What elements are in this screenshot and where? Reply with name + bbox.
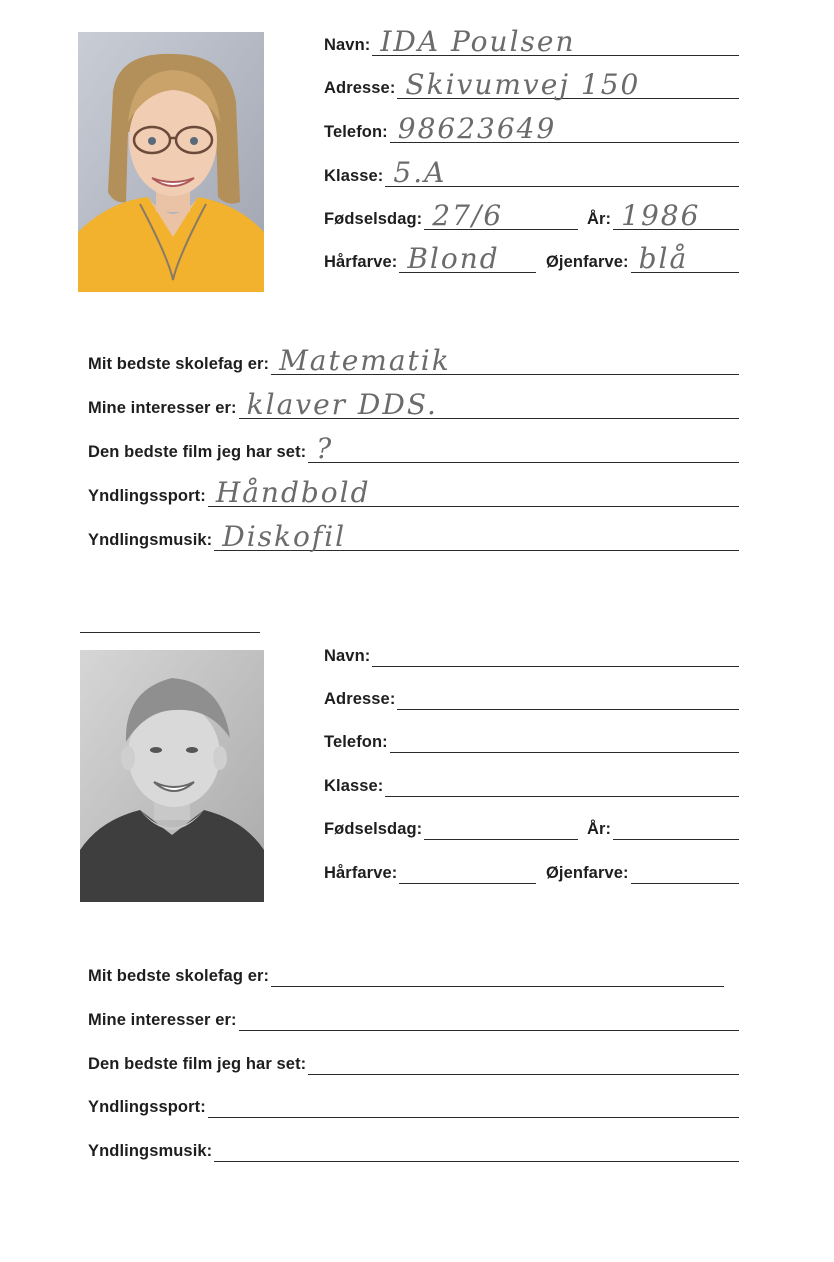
card2-address-row (324, 680, 739, 710)
music-label: Yndlingsmusik: (88, 1142, 213, 1160)
card1-phone-row (324, 113, 739, 143)
sport-field[interactable] (208, 1087, 739, 1118)
address-field[interactable] (397, 68, 739, 99)
subject-field[interactable] (271, 344, 739, 375)
birthday-label: Fødselsdag: (324, 820, 423, 838)
card2-interests-row (88, 1001, 739, 1031)
class-field[interactable] (385, 156, 739, 187)
interests-label: Mine interesser er: (88, 399, 237, 417)
name-label: Navn: (324, 647, 371, 665)
card2-hair-row (324, 854, 536, 884)
card1-year-row (587, 200, 739, 230)
interests-field[interactable] (239, 388, 739, 419)
address-label: Adresse: (324, 79, 396, 97)
card2-phone-row (324, 723, 739, 753)
interests-field[interactable] (239, 1000, 739, 1031)
phone-field[interactable] (390, 112, 739, 143)
eyes-label: Øjenfarve: (546, 864, 629, 882)
sport-label: Yndlingssport: (88, 487, 206, 505)
card1-film-row (88, 433, 739, 463)
year-label: År: (587, 210, 612, 228)
card2-subject-row (88, 957, 724, 987)
birthday-value: 27/6 (432, 199, 504, 232)
class-label: Klasse: (324, 777, 384, 795)
hair-field[interactable] (399, 242, 536, 273)
eyes-field[interactable] (631, 853, 739, 884)
card1-sport-row (88, 477, 739, 507)
interests-label: Mine interesser er: (88, 1011, 237, 1029)
card1-address-row (324, 69, 739, 99)
hair-label: Hårfarve: (324, 253, 398, 271)
card1-class-row (324, 157, 739, 187)
card2-eyes-row (546, 854, 739, 884)
film-field[interactable] (308, 1044, 739, 1075)
eyes-value: blå (638, 242, 689, 275)
film-label: Den bedste film jeg har set: (88, 443, 307, 461)
subject-label: Mit bedste skolefag er: (88, 967, 270, 985)
portrait-girl-image (78, 32, 264, 292)
hair-value: Blond (407, 242, 500, 275)
subject-value: Matematik (279, 344, 451, 377)
hair-label: Hårfarve: (324, 864, 398, 882)
card1-hair-row (324, 243, 536, 273)
card1-eyes-row (546, 243, 739, 273)
photo-boy (80, 650, 264, 902)
name-field[interactable] (372, 25, 739, 56)
sport-value: Håndbold (215, 476, 371, 509)
name-value: IDA Poulsen (380, 25, 576, 58)
sport-label: Yndlingssport: (88, 1098, 206, 1116)
name-field[interactable] (372, 636, 739, 667)
film-label: Den bedste film jeg har set: (88, 1055, 307, 1073)
music-value: Diskofil (222, 520, 347, 553)
card1-music-row (88, 521, 739, 551)
name-label: Navn: (324, 36, 371, 54)
birthday-label: Fødselsdag: (324, 210, 423, 228)
phone-value: 98623649 (397, 112, 557, 145)
card2-name-row (324, 637, 739, 667)
birthday-field[interactable] (424, 809, 578, 840)
card2-music-row (88, 1132, 739, 1162)
interests-value: klaver DDS. (246, 388, 438, 421)
birthday-field[interactable] (424, 199, 578, 230)
class-value: 5.A (393, 156, 447, 189)
year-field[interactable] (613, 809, 739, 840)
card2-class-row (324, 767, 739, 797)
year-label: År: (587, 820, 612, 838)
divider-line (80, 632, 260, 633)
eyes-label: Øjenfarve: (546, 253, 629, 271)
address-label: Adresse: (324, 690, 396, 708)
eyes-field[interactable] (631, 242, 739, 273)
phone-field[interactable] (390, 722, 739, 753)
card1-birthday-row (324, 200, 578, 230)
subject-label: Mit bedste skolefag er: (88, 355, 270, 373)
music-field[interactable] (214, 520, 739, 551)
year-value: 1986 (621, 199, 701, 232)
card2-sport-row (88, 1088, 739, 1118)
phone-label: Telefon: (324, 733, 388, 751)
portrait-boy-image (80, 650, 264, 902)
class-label: Klasse: (324, 167, 384, 185)
card1-subject-row (88, 345, 739, 375)
photo-girl (78, 32, 264, 292)
card1-interests-row (88, 389, 739, 419)
subject-field[interactable] (271, 956, 724, 987)
music-label: Yndlingsmusik: (88, 531, 213, 549)
phone-label: Telefon: (324, 123, 388, 141)
film-value: ? (316, 432, 334, 465)
card2-birthday-row (324, 810, 578, 840)
card2-film-row (88, 1045, 739, 1075)
address-value: Skivumvej 150 (405, 68, 641, 101)
year-field[interactable] (613, 199, 739, 230)
card2-year-row (587, 810, 739, 840)
music-field[interactable] (214, 1131, 739, 1162)
class-field[interactable] (385, 766, 739, 797)
film-field[interactable] (308, 432, 739, 463)
hair-field[interactable] (399, 853, 536, 884)
sport-field[interactable] (208, 476, 739, 507)
address-field[interactable] (397, 679, 739, 710)
card1-name-row (324, 26, 739, 56)
